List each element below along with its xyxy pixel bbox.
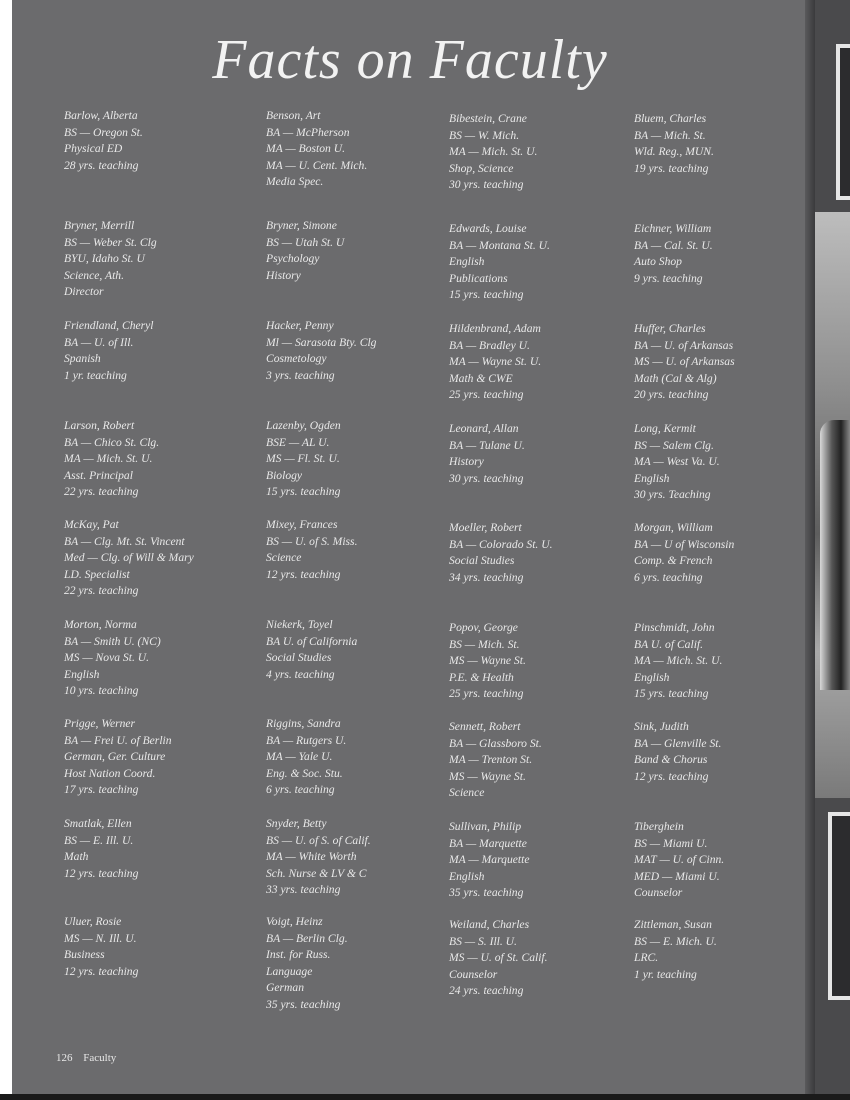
faculty-name: Huffer, Charles bbox=[634, 322, 706, 335]
faculty-detail: English bbox=[449, 869, 485, 883]
faculty-detail: MA — Wayne St. U. bbox=[449, 355, 542, 369]
faculty-name: Lazenby, Ogden bbox=[266, 419, 341, 432]
page-title: Facts on Faculty bbox=[212, 29, 608, 91]
faculty-name: Friendland, Cheryl bbox=[64, 319, 154, 332]
faculty-entry bbox=[634, 421, 819, 504]
faculty-detail: BS — Oregon St. bbox=[64, 125, 143, 139]
faculty-detail: MS — Fl. St. U. bbox=[266, 452, 340, 466]
faculty-detail: 1 yr. teaching bbox=[634, 967, 697, 981]
faculty-detail: Math bbox=[64, 850, 89, 864]
faculty-detail: Eng. & Soc. Stu. bbox=[266, 766, 343, 780]
faculty-name: Tiberghein bbox=[634, 820, 684, 833]
faculty-detail: MA — Trenton St. bbox=[449, 753, 533, 767]
faculty-detail: BA — Glenville St. bbox=[634, 736, 722, 750]
faculty-detail: 12 yrs. teaching bbox=[634, 769, 709, 783]
faculty-detail: German, Ger. Culture bbox=[64, 750, 166, 764]
faculty-detail: MA — Mich. St. U. bbox=[449, 145, 538, 159]
faculty-detail: BS — Miami U. bbox=[634, 836, 708, 850]
faculty-detail: BA — Glassboro St. bbox=[449, 736, 542, 750]
faculty-detail: MA — Yale U. bbox=[266, 750, 333, 764]
faculty-detail: 24 yrs. teaching bbox=[449, 984, 524, 998]
faculty-name: Larson, Robert bbox=[64, 419, 135, 432]
faculty-detail: BA — Mich. St. bbox=[634, 128, 706, 142]
faculty-name: Eichner, William bbox=[634, 222, 712, 235]
faculty-name: Benson, Art bbox=[266, 109, 321, 122]
faculty-detail: Math & CWE bbox=[449, 371, 513, 385]
faculty-detail: BA — Clg. Mt. St. Vincent bbox=[64, 534, 185, 548]
faculty-detail: 1 yr. teaching bbox=[64, 368, 127, 382]
faculty-entry bbox=[64, 816, 249, 882]
faculty-entry bbox=[634, 819, 819, 902]
faculty-entry bbox=[266, 816, 451, 899]
faculty-name: Barlow, Alberta bbox=[64, 109, 138, 122]
faculty-detail: Media Spec. bbox=[266, 175, 324, 189]
faculty-detail: History bbox=[266, 268, 301, 282]
faculty-detail: BS — W. Mich. bbox=[449, 128, 520, 142]
faculty-detail: BA — Frei U. of Berlin bbox=[64, 733, 172, 747]
faculty-detail: BA — U. of Ill. bbox=[64, 335, 134, 349]
faculty-detail: Director bbox=[64, 285, 104, 299]
faculty-entry bbox=[449, 111, 634, 194]
faculty-detail: 30 yrs. teaching bbox=[449, 178, 524, 192]
faculty-detail: Business bbox=[64, 948, 105, 962]
faculty-name: Riggins, Sandra bbox=[266, 717, 341, 730]
faculty-entry bbox=[266, 716, 451, 799]
faculty-entry bbox=[64, 218, 249, 301]
faculty-name: Edwards, Louise bbox=[449, 222, 527, 235]
page-number: 126 bbox=[56, 1052, 73, 1064]
faculty-detail: 15 yrs. teaching bbox=[266, 485, 341, 499]
faculty-detail: Inst. for Russ. bbox=[266, 948, 331, 962]
faculty-detail: Social Studies bbox=[449, 554, 515, 568]
faculty-detail: MED — Miami U. bbox=[634, 869, 720, 883]
faculty-detail: 9 yrs. teaching bbox=[634, 271, 703, 285]
faculty-name: Weiland, Charles bbox=[449, 918, 530, 931]
faculty-detail: 25 yrs. teaching bbox=[449, 388, 524, 402]
faculty-name: Bryner, Simone bbox=[266, 219, 337, 232]
faculty-name: McKay, Pat bbox=[64, 518, 119, 531]
book-spine bbox=[805, 0, 815, 1094]
faculty-detail: MA — Marquette bbox=[449, 853, 530, 867]
faculty-detail: MA — U. Cent. Mich. bbox=[266, 158, 368, 172]
faculty-detail: 35 yrs. teaching bbox=[449, 886, 524, 900]
faculty-detail: 22 yrs. teaching bbox=[64, 584, 139, 598]
faculty-detail: English bbox=[634, 670, 670, 684]
faculty-name: Bibestein, Crane bbox=[449, 112, 527, 125]
faculty-entry bbox=[266, 418, 451, 501]
faculty-detail: Science, Ath. bbox=[64, 268, 124, 282]
faculty-entry bbox=[266, 218, 451, 284]
faculty-detail: BA — Montana St. U. bbox=[449, 238, 550, 252]
faculty-name: Long, Kermit bbox=[634, 422, 696, 435]
faculty-entry bbox=[64, 914, 249, 980]
faculty-detail: MS — Wayne St. bbox=[449, 769, 526, 783]
faculty-detail: History bbox=[449, 455, 484, 469]
faculty-entry bbox=[449, 819, 634, 902]
faculty-detail: 12 yrs. teaching bbox=[64, 964, 139, 978]
faculty-detail: 6 yrs. teaching bbox=[634, 570, 703, 584]
faculty-detail: LD. Specialist bbox=[64, 567, 130, 581]
faculty-entry bbox=[449, 917, 634, 1000]
faculty-detail: BA U. of California bbox=[266, 634, 358, 648]
faculty-name: Sullivan, Philip bbox=[449, 820, 522, 833]
faculty-detail: German bbox=[266, 981, 304, 995]
faculty-name: Hacker, Penny bbox=[266, 319, 334, 332]
faculty-name: Smatlak, Ellen bbox=[64, 817, 132, 830]
faculty-detail: BS — U. of S. of Calif. bbox=[266, 833, 371, 847]
faculty-entry bbox=[64, 318, 249, 384]
faculty-detail: BA — U. of Arkansas bbox=[634, 338, 734, 352]
faculty-detail: Host Nation Coord. bbox=[64, 766, 156, 780]
faculty-detail: 19 yrs. teaching bbox=[634, 161, 709, 175]
faculty-detail: 10 yrs. teaching bbox=[64, 684, 139, 698]
faculty-entry bbox=[266, 517, 451, 583]
faculty-detail: Science bbox=[266, 551, 302, 565]
faculty-detail: Shop, Science bbox=[449, 161, 514, 175]
faculty-entry bbox=[634, 520, 819, 586]
faculty-detail: English bbox=[634, 471, 670, 485]
faculty-detail: MS — U. of Arkansas bbox=[634, 355, 735, 369]
faculty-detail: Publications bbox=[449, 271, 508, 285]
faculty-detail: BA — Colorado St. U. bbox=[449, 537, 553, 551]
faculty-detail: Cosmetology bbox=[266, 352, 327, 366]
faculty-detail: BA — Berlin Clg. bbox=[266, 931, 348, 945]
faculty-entry bbox=[449, 321, 634, 404]
faculty-name: Pinschmidt, John bbox=[634, 621, 715, 634]
faculty-detail: 34 yrs. teaching bbox=[449, 570, 524, 584]
faculty-detail: BS — Mich. St. bbox=[449, 637, 520, 651]
faculty-detail: 6 yrs. teaching bbox=[266, 783, 335, 797]
faculty-detail: Physical ED bbox=[64, 142, 123, 156]
yearbook-page bbox=[12, 0, 808, 1094]
faculty-detail: Biology bbox=[266, 468, 303, 482]
faculty-detail: 35 yrs. teaching bbox=[266, 997, 341, 1011]
faculty-entry bbox=[634, 111, 819, 177]
faculty-detail: BA — Rutgers U. bbox=[266, 733, 347, 747]
faculty-entry bbox=[266, 914, 451, 1014]
faculty-name: Bryner, Merrill bbox=[64, 219, 135, 232]
faculty-entry bbox=[64, 716, 249, 799]
faculty-detail: BA — Tulane U. bbox=[449, 438, 525, 452]
faculty-name: Niekerk, Toyel bbox=[266, 618, 333, 631]
faculty-name: Uluer, Rosie bbox=[64, 915, 122, 928]
faculty-name: Hildenbrand, Adam bbox=[449, 322, 541, 335]
faculty-detail: English bbox=[64, 667, 100, 681]
faculty-entry bbox=[64, 418, 249, 501]
faculty-detail: BS — Salem Clg. bbox=[634, 438, 714, 452]
faculty-detail: Counselor bbox=[449, 967, 498, 981]
faculty-detail: Psychology bbox=[266, 252, 320, 266]
faculty-detail: MA — Mich. St. U. bbox=[634, 654, 723, 668]
faculty-detail: P.E. & Health bbox=[449, 670, 514, 684]
faculty-detail: 4 yrs. teaching bbox=[266, 667, 335, 681]
faculty-detail: BA U. of Calif. bbox=[634, 637, 704, 651]
faculty-entry bbox=[449, 221, 634, 304]
faculty-detail: Spanish bbox=[64, 352, 101, 366]
faculty-detail: BS — Utah St. U bbox=[266, 235, 345, 249]
faculty-entry bbox=[64, 617, 249, 700]
faculty-detail: MAT — U. of Cinn. bbox=[634, 853, 725, 867]
adjacent-photo-figure bbox=[820, 420, 850, 690]
faculty-detail: BS — S. Ill. U. bbox=[449, 934, 517, 948]
faculty-detail: MS — U. of St. Calif. bbox=[449, 951, 548, 965]
faculty-entry bbox=[64, 108, 249, 174]
faculty-detail: MS — Wayne St. bbox=[449, 654, 526, 668]
faculty-name: Snyder, Betty bbox=[266, 817, 327, 830]
faculty-detail: 3 yrs. teaching bbox=[266, 368, 335, 382]
faculty-detail: 15 yrs. teaching bbox=[634, 687, 709, 701]
faculty-name: Leonard, Allan bbox=[449, 422, 519, 435]
faculty-detail: Wld. Reg., MUN. bbox=[634, 145, 714, 159]
faculty-name: Prigge, Werner bbox=[64, 717, 136, 730]
faculty-entry bbox=[634, 719, 819, 785]
faculty-name: Morgan, William bbox=[634, 521, 713, 534]
faculty-detail: English bbox=[449, 255, 485, 269]
faculty-detail: 15 yrs. teaching bbox=[449, 288, 524, 302]
faculty-detail: 12 yrs. teaching bbox=[64, 866, 139, 880]
faculty-entry bbox=[449, 620, 634, 703]
adjacent-photo-frame-bottom bbox=[828, 812, 850, 1000]
adjacent-photo-frame-top bbox=[836, 44, 850, 200]
faculty-detail: MA — Mich. St. U. bbox=[64, 452, 153, 466]
page-bottom-edge bbox=[0, 1094, 850, 1100]
faculty-name: Sink, Judith bbox=[634, 720, 689, 733]
faculty-name: Mixey, Frances bbox=[266, 518, 338, 531]
faculty-detail: BS — U. of S. Miss. bbox=[266, 534, 358, 548]
faculty-detail: BA — Marquette bbox=[449, 836, 527, 850]
faculty-entry bbox=[266, 617, 451, 683]
section-label: Faculty bbox=[83, 1052, 117, 1064]
faculty-detail: 12 yrs. teaching bbox=[266, 567, 341, 581]
faculty-name: Moeller, Robert bbox=[449, 521, 522, 534]
faculty-entry bbox=[64, 517, 249, 600]
faculty-detail: 17 yrs. teaching bbox=[64, 783, 139, 797]
faculty-detail: Band & Chorus bbox=[634, 753, 708, 767]
faculty-entry bbox=[449, 421, 634, 487]
faculty-detail: Science bbox=[449, 786, 485, 800]
faculty-detail: BS — Weber St. Clg bbox=[64, 235, 157, 249]
faculty-detail: MS — N. Ill. U. bbox=[64, 931, 137, 945]
faculty-detail: Med — Clg. of Will & Mary bbox=[64, 551, 194, 565]
faculty-entry bbox=[634, 221, 819, 287]
faculty-detail: Social Studies bbox=[266, 651, 332, 665]
faculty-name: Popov, George bbox=[449, 621, 518, 634]
faculty-detail: Math (Cal & Alg) bbox=[634, 371, 717, 385]
faculty-detail: 33 yrs. teaching bbox=[266, 883, 341, 897]
faculty-detail: 28 yrs. teaching bbox=[64, 158, 139, 172]
faculty-detail: 20 yrs. teaching bbox=[634, 388, 709, 402]
faculty-detail: BS — E. Mich. U. bbox=[634, 934, 717, 948]
faculty-entry bbox=[634, 321, 819, 404]
faculty-detail: 30 yrs. Teaching bbox=[634, 488, 711, 502]
faculty-name: Morton, Norma bbox=[64, 618, 137, 631]
faculty-detail: MA — Boston U. bbox=[266, 142, 346, 156]
faculty-detail: 30 yrs. teaching bbox=[449, 471, 524, 485]
faculty-detail: MS — Nova St. U. bbox=[64, 651, 150, 665]
faculty-detail: MA — West Va. U. bbox=[634, 455, 720, 469]
faculty-detail: Language bbox=[266, 964, 313, 978]
faculty-detail: BA — McPherson bbox=[266, 125, 350, 139]
faculty-detail: Asst. Principal bbox=[64, 468, 133, 482]
faculty-name: Zittleman, Susan bbox=[634, 918, 712, 931]
faculty-entry bbox=[449, 520, 634, 586]
faculty-entry bbox=[634, 620, 819, 703]
faculty-name: Sennett, Robert bbox=[449, 720, 521, 733]
faculty-detail: Ml — Sarasota Bty. Clg bbox=[266, 335, 377, 349]
faculty-detail: BYU, Idaho St. U bbox=[64, 252, 145, 266]
faculty-detail: Auto Shop bbox=[634, 255, 682, 269]
faculty-detail: BA — Bradley U. bbox=[449, 338, 530, 352]
faculty-detail: BA — Smith U. (NC) bbox=[64, 634, 161, 648]
faculty-detail: BA — Chico St. Clg. bbox=[64, 435, 160, 449]
faculty-name: Bluem, Charles bbox=[634, 112, 707, 125]
faculty-entry bbox=[449, 719, 634, 802]
faculty-name: Voigt, Heinz bbox=[266, 915, 323, 928]
faculty-entry bbox=[266, 108, 451, 191]
faculty-detail: BSE — AL U. bbox=[266, 435, 330, 449]
faculty-detail: Comp. & French bbox=[634, 554, 713, 568]
faculty-detail: Counselor bbox=[634, 886, 683, 900]
faculty-detail: BA — Cal. St. U. bbox=[634, 238, 713, 252]
faculty-detail: MA — White Worth bbox=[266, 850, 357, 864]
faculty-detail: BA — U of Wisconsin bbox=[634, 537, 735, 551]
page-footer bbox=[56, 1052, 116, 1064]
faculty-detail: BS — E. Ill. U. bbox=[64, 833, 134, 847]
faculty-detail: 25 yrs. teaching bbox=[449, 687, 524, 701]
faculty-entry bbox=[634, 917, 819, 983]
faculty-detail: Sch. Nurse & LV & C bbox=[266, 866, 367, 880]
faculty-detail: LRC. bbox=[634, 951, 659, 965]
faculty-detail: 22 yrs. teaching bbox=[64, 485, 139, 499]
faculty-entry bbox=[266, 318, 451, 384]
